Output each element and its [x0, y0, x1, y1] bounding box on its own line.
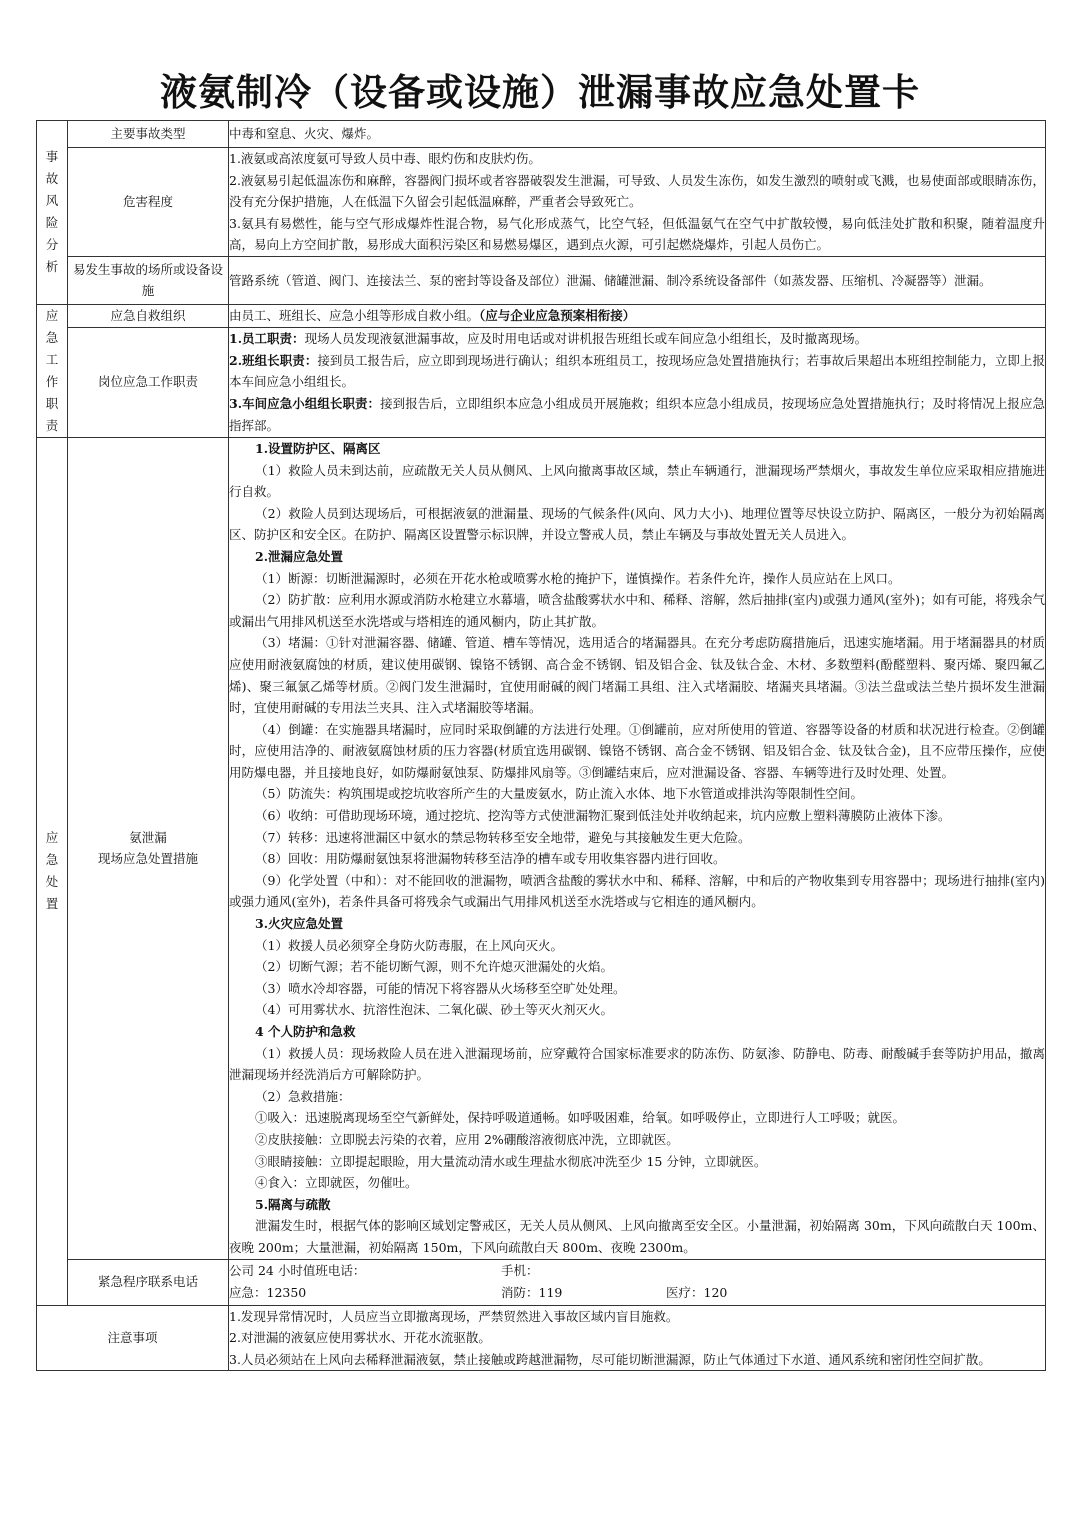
label-hazard-level: 危害程度	[68, 148, 229, 257]
category-risk-analysis: 事故风险分析	[37, 121, 68, 305]
value-self-rescue-org: 由员工、班组长、应急小组等形成自救小组。（应与企业应急预案相衔接）	[229, 304, 1046, 327]
value-accident-place: 管路系统（管道、阀门、连接法兰、泵的密封等设备及部位）泄漏、储罐泄漏、制冷系统设备部件（如蒸发器、压缩机、冷凝器等）泄漏。	[229, 256, 1046, 304]
emergency-phone: 应急：12350	[229, 1285, 307, 1301]
value-emergency-contact	[229, 1259, 1046, 1305]
value-post-duty	[229, 327, 1046, 437]
label-accident-type: 主要事故类型	[68, 121, 229, 148]
value-disposal-measures: 1.设置防护区、隔离区 （1）救险人员未到达前，应疏散无关人员从侧风、上风向撤离事故区域，禁止车辆通行，泄漏现场严禁烟火，事故发生单位应采取相应措施进行自救。 （2）救险人员到达现场后，可根据液氨的泄漏量、现场的气候条件(风向、风力大小)、地理位置等尽快设立防护、隔离区，一般分为初始隔离区、防护区和安全区。在防护、隔离区设置警示标识牌，并设立警戒人员，禁止车辆及与事故处置无关人员进入。 2.泄漏应急处置 （1）断源：切断泄漏源时，必须在开花水枪或喷雾水枪的掩护下，谨慎操作。若条件允许，操作人员应站在上风口。 （2）防扩散：应利用水源或消防水枪建立水幕墙，喷含盐酸雾状水中和、稀释、溶解，然后抽排(室内)或强力通风(室外)；如有可能，将残余气或漏出气用排风机送至水洗塔或与塔相连的通风橱内，防止其扩散。 （3）堵漏：①针对泄漏容器、储罐、管道、槽车等情况，选用适合的堵漏器具。在充分考虑防腐措施后，迅速实施堵漏。用于堵漏器具的材质应使用耐液氨腐蚀的材质，建议使用碳钢、镍铬不锈钢、高合金不锈钢、铝及铝合金、钛及钛合金、木材、多数塑料(酚醛塑料、聚丙烯、聚四氟乙烯)、聚三氟氯乙烯等材质。②阀门发生泄漏时，宜使用耐碱的阀门堵漏工具组、注入式堵漏胶、堵漏夹具堵漏。③法兰盘或法兰垫片损坏发生泄漏时，宜使用耐碱的专用法兰夹具、注入式堵漏胶等堵漏。 （4）倒罐：在实施器具堵漏时，应同时采取倒罐的方法进行处理。①倒罐前，应对所使用的管道、容器等设备的材质和状况进行检查。②倒罐时，应使用洁净的、耐液氨腐蚀材质的压力容器(材质宜选用碳钢、镍铬不锈钢、高合金不锈钢、铝及铝合金、钛及钛合金)，且不应带压操作，应使用防爆电器，并且接地良好，如防爆耐氨蚀泵、防爆排风扇等。③倒罐结束后，应对泄漏设备、容器、车辆等进行及时处理、处置。 （5）防流失：构筑围堤或挖坑收容所产生的大量废氨水，防止流入水体、地下水管道或排洪沟等限制性空间。 （6）收纳：可借助现场环境，通过挖坑、挖沟等方式使泄漏物汇聚到低洼处并收纳起来，坑内应敷上塑料薄膜防止液体下渗。 （7）转移：迅速将泄漏区中氨水的禁忌物转移至安全地带，避免与其接触发生更大危险。 （8）回收：用防爆耐氨蚀泵将泄漏物转移至洁净的槽车或专用收集容器内进行回收。 （9）化学处置（中和）：对不能回收的泄漏物，喷洒含盐酸的雾状水中和、稀释、溶解，中和后的产物收集到专用容器中；现场进行抽排(室内)或强力通风(室外)，若条件具备可将残余气或漏出气用排风机送至水洗塔或与它相连的通风橱内。 3.火灾应急处置 （1）救援人员必须穿全身防火防毒服，在上风向灭火。 （2）切断气源；若不能切断气源，则不允许熄灭泄漏处的火焰。 （3）喷水冷却容器，可能的情况下将容器从火场移至空旷处处理。 （4）可用雾状水、抗溶性泡沫、二氧化碳、砂土等灭火剂灭火。 4 个人防护和急救 （1）救援人员：现场救险人员在进入泄漏现场前，应穿戴符合国家标准要求的防冻伤、防氨渗、防静电、防毒、耐酸碱手套等防护用品，撤离泄漏现场并经洗消后方可解除防护。 （2）急救措施： ①吸入：迅速脱离现场至空气新鲜处，保持呼吸道通畅。如呼吸困难，给氧。如呼吸停止，立即进行人工呼吸；就医。 ②皮肤接触：立即脱去污染的衣着，应用 2%硼酸溶液彻底冲洗，立即就医。 ③眼睛接触：立即提起眼睑，用大量流动清水或生理盐水彻底冲洗至少 15 分钟，立即就医。 ④食入：立即就医，勿催吐。 5.隔离与疏散 泄漏发生时，根据气体的影响区域划定警戒区，无关人员从侧风、上风向撤离至安全区。小量泄漏，初始隔离 30m，下风向疏散白天 100m、夜晚 200m；大量泄漏，初始隔离 150m，下风向疏散白天 800m、夜晚 2300m。	[229, 437, 1046, 1259]
category-emergency-duty: 应急工作职责	[37, 304, 68, 437]
category-emergency-disposal: 应急处置	[37, 437, 68, 1305]
medical-phone: 医疗：120	[666, 1285, 728, 1301]
label-post-duty: 岗位应急工作职责	[68, 327, 229, 437]
page-title: 液氨制冷（设备或设施）泄漏事故应急处置卡	[160, 71, 920, 114]
fire-phone: 消防：119	[501, 1285, 563, 1301]
section-heading: 5.隔离与疏散	[255, 1196, 331, 1212]
label-accident-place: 易发生事故的场所或设备设施	[68, 256, 229, 304]
emergency-card-table	[36, 120, 1046, 1371]
section-heading: 2.泄漏应急处置	[255, 548, 344, 564]
mobile-phone: 手机：	[501, 1263, 539, 1279]
post-duty-item: 2.班组长职责：接到员工报告后，应立即到现场进行确认；组织本班组员工，按现场应急处置措施执行；若事故后果超出本班组控制能力，立即上报本车间应急小组组长。	[229, 352, 1045, 390]
label-self-rescue-org: 应急自救组织	[68, 304, 229, 327]
post-duty-item: 1.员工职责：现场人员发现液氨泄漏事故，应及时用电话或对讲机报告班组长或车间应急小组组长，及时撤离现场。	[229, 331, 868, 347]
section-heading: 4 个人防护和急救	[255, 1024, 356, 1039]
section-heading: 3.火灾应急处置	[255, 916, 344, 932]
value-accident-type: 中毒和窒息、火灾、爆炸。	[229, 121, 1046, 148]
label-emergency-contact: 紧急程序联系电话	[68, 1259, 229, 1305]
label-disposal-measures: 氨泄漏 现场应急处置措施	[68, 437, 229, 1259]
value-hazard-level: 1.液氨或高浓度氨可导致人员中毒、眼灼伤和皮肤灼伤。 2.液氨易引起低温冻伤和麻醉，容器阀门损坏或者容器破裂发生泄漏，可导致、人员发生冻伤，如发生激烈的喷射或飞溅，也易使面部或眼睛冻伤，没有充分保护措施，人在低温下久留会引起低温麻醉，严重者会导致死亡。 3.氨具有易燃性，能与空气形成爆炸性混合物，易气化形成蒸气，比空气轻，但低温氨气在空气中扩散较慢，易向低洼处扩散和积聚，随着温度升高，易向上方空间扩散，易形成大面积污染区和易燃易爆区，遇到点火源，可引起燃烧爆炸，引起人员伤亡。	[229, 148, 1046, 257]
label-notes: 注意事项	[37, 1305, 229, 1371]
section-heading: 1.设置防护区、隔离区	[255, 440, 381, 456]
post-duty-item: 3.车间应急小组组长职责：接到报告后，立即组织本应急小组成员开展施救；组织本应急小组成员，按现场应急处置措施执行；及时将情况上报应急指挥部。	[229, 396, 1045, 433]
value-notes: 1.发现异常情况时，人员应当立即撤离现场，严禁贸然进入事故区域内盲目施救。 2.对泄漏的液氨应使用雾状水、开花水流驱散。 3.人员必须站在上风向去稀释泄漏液氨，禁止接触或跨越泄漏物，尽可能切断泄漏源，防止气体通过下水道、通风系统和密闭性空间扩散。	[229, 1305, 1046, 1371]
company-duty-phone: 公司 24 小时值班电话：	[229, 1263, 366, 1279]
